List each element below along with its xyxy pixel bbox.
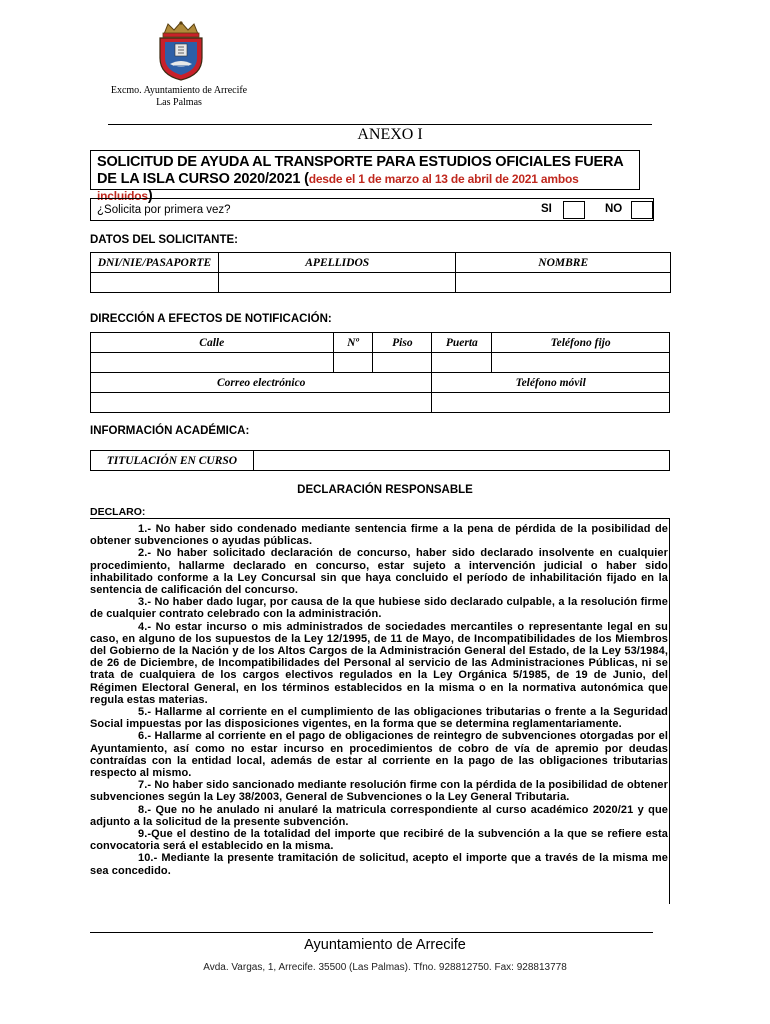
organization-name: Excmo. Ayuntamiento de Arrecife [110,85,248,96]
email-column-header: Correo electrónico [91,373,432,393]
number-column-header: Nº [333,333,373,353]
declaration-item: 9.-Que el destino de la totalidad del importe que recibiré de la subvención a la que se refiere esta convocatoria será el establecido en la misma. [90,828,668,853]
mobile-column-header: Teléfono móvil [432,373,670,393]
organization-province: Las Palmas [156,97,202,108]
first-time-question: ¿Solicita por primera vez? [97,204,231,216]
street-column-header: Calle [91,333,334,353]
applicant-heading: DATOS DEL SOLICITANTE: [90,234,239,246]
declaration-item: 1.- No haber sido condenado mediante sentencia firme a la pena de pérdida de la posibilidad de obtener subvenciones o ayudas públicas. [90,523,668,548]
applicant-table [90,252,671,293]
id-input[interactable] [91,273,219,293]
declaration-item: 10.- Mediante la presente tramitación de solicitud, acepto el importe que a través de la misma me sea concedido. [90,852,668,877]
footer-divider [90,932,653,933]
declaration-heading: DECLARACIÓN RESPONSABLE [297,484,473,496]
header-divider [108,124,652,125]
yes-checkbox[interactable] [563,201,585,219]
footer-address: Avda. Vargas, 1, Arrecife. 35500 (Las Palmas). Tfno. 928812750. Fax: 928813778 [203,962,567,973]
name-column-header: NOMBRE [456,253,671,273]
form-title-close: ) [147,188,153,204]
organization-header [104,85,254,109]
id-column-header: DNI/NIE/PASAPORTE [91,253,219,273]
floor-column-header: Piso [373,333,432,353]
declaration-item: 5.- Hallarme al corriente en el cumplimiento de las obligaciones tributarias o frente a la Seguridad Social impuestas por las disposiciones vigentes, en la forma que se determina reglamentariamente. [90,706,668,731]
application-period: desde el 1 de marzo al 13 de abril de 2021 ambos incluidos [97,172,579,203]
name-input[interactable] [456,273,671,293]
no-checkbox[interactable] [631,201,653,219]
email-input[interactable] [91,393,432,413]
yes-label: SI [541,203,552,215]
mobile-input[interactable] [432,393,670,413]
landline-column-header: Teléfono fijo [492,333,670,353]
address-table-bottom [90,372,670,413]
floor-input[interactable] [373,353,432,373]
landline-input[interactable] [492,353,670,373]
degree-column-header: TITULACIÓN EN CURSO [91,451,254,471]
door-input[interactable] [432,353,492,373]
declaration-box [90,518,670,904]
form-title-main: SOLICITUD DE AYUDA AL TRANSPORTE PARA ESTUDIOS OFICIALES FUERA DE LA ISLA CURSO 2020/2021 ( [97,154,624,187]
address-heading: DIRECCIÓN A EFECTOS DE NOTIFICACIÓN: [90,313,332,325]
address-table-top [90,332,670,373]
form-title-box [90,150,640,204]
degree-input[interactable] [253,451,669,471]
declaration-item: 7.- No haber sido sancionado mediante resolución firme con la pérdida de la posibilidad de obtener subvenciones según la Ley 38/2003, General de Subvenciones o la Ley General Tributaria. [90,779,668,804]
coat-of-arms-icon [152,20,210,82]
number-input[interactable] [333,353,373,373]
no-label: NO [605,203,623,215]
door-column-header: Puerta [432,333,492,353]
declaration-item: 2.- No haber solicitado declaración de concurso, haber sido declarado insolvente en cualquier procedimiento, hallarme declarado en concurso, estar sujeto a intervención judicial o haber sido inhabilitado conforme a la Ley Concursal sin que haya concluido el período de inhabilitación fijado en la sentencia de calificación del concurso. [90,547,668,597]
declaration-item: 6.- Hallarme al corriente en el pago de obligaciones de reintegro de subvenciones otorgadas por el Ayuntamiento, así como no estar incurso en procedimientos de cobro de vía de apremio por deudas contraídas con la entidad local, además de estar al corriente en la pago de las obligaciones tributarias respecto al mismo. [90,730,668,780]
declaration-item: 3.- No haber dado lugar, por causa de la que hubiese sido declarado culpable, a la resolución firme de cualquier contrato celebrado con la administración. [90,596,668,621]
declaro-label: DECLARO: [90,506,146,518]
surname-input[interactable] [218,273,456,293]
footer-organization: Ayuntamiento de Arrecife [304,937,466,953]
street-input[interactable] [91,353,334,373]
annex-title: ANEXO I [357,126,423,143]
surname-column-header: APELLIDOS [218,253,456,273]
declaration-item: 8.- Que no he anulado ni anularé la matricula correspondiente al curso académico 2020/21 y que adjunto a la solicitud de la presente subvención. [90,803,668,828]
declaration-text [90,523,668,877]
academic-table [90,450,670,471]
first-time-question-box [90,198,654,221]
declaration-item: 4.- No estar incurso o mis administrados de sociedades mercantiles o representante legal en su caso, en alguno de los supuestos de la Ley 12/1995, de 11 de Mayo, de Incompatibilidades de los Miembros del Gobierno de la Nación y de los Altos Cargos de la Administración General del Estado, de la Ley 53/1984, de 26 de Diciembre, de Incompatibilidades del Personal al servicio de las Administraciones Públicas, ni se trata de cualquiera de los cargos electivos regulados en la Ley Orgánica 5/1985, de 19 de Junio, del Régimen Electoral General, en los términos establecidos en la misma o en la normativa autonómica que regula estas materias. [90,620,668,706]
academic-heading: INFORMACIÓN ACADÉMICA: [90,425,250,437]
